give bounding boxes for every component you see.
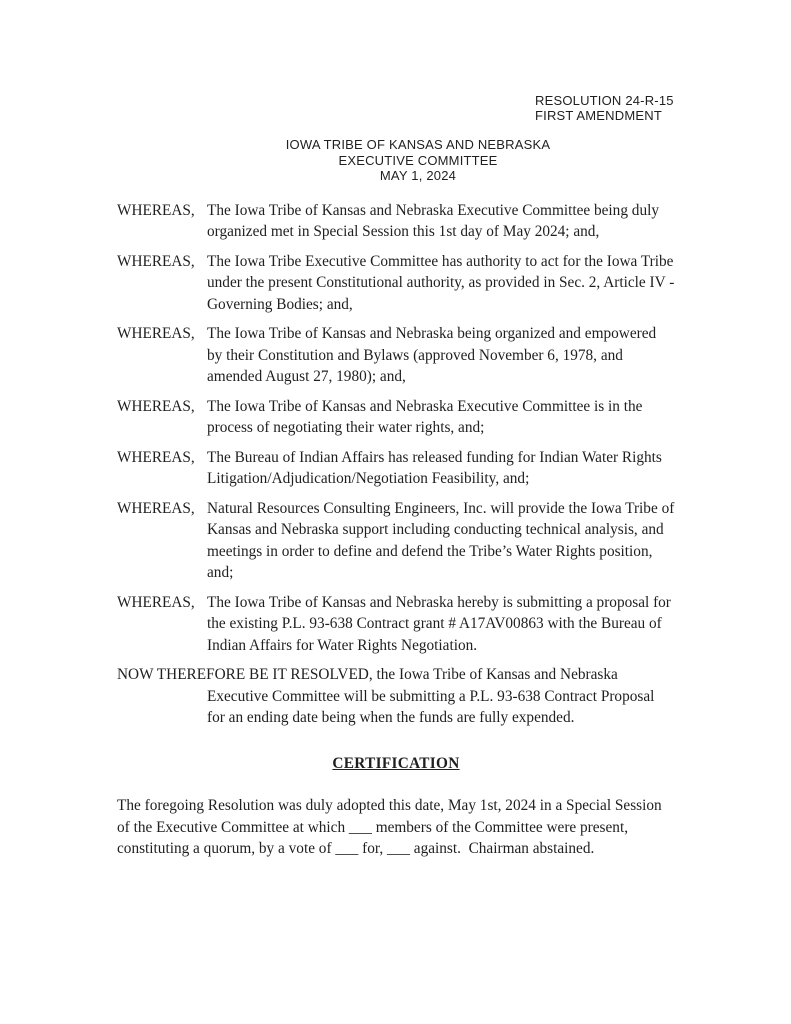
resolution-ref-block xyxy=(535,93,675,123)
whereas-clause xyxy=(117,447,675,490)
resolution-number: RESOLUTION 24-R-15 xyxy=(535,93,674,108)
document-title-block xyxy=(139,137,697,184)
meeting-date: MAY 1, 2024 xyxy=(379,168,457,183)
whereas-clause xyxy=(117,396,675,439)
whereas-label: WHEREAS, xyxy=(117,448,195,466)
whereas-label: WHEREAS, xyxy=(117,593,195,611)
whereas-clause xyxy=(117,592,675,657)
whereas-text: The Bureau of Indian Affairs has released funding for Indian Water Rights Litigation/Adjudication/Negotiation Feasibility, and; xyxy=(207,448,662,487)
whereas-text: The Iowa Tribe of Kansas and Nebraska hereby is submitting a proposal for the existing P.L. 93-638 Contract grant # A17AV00863 with the Bureau of Indian Affairs for Water Rights Negotiation. xyxy=(207,593,671,654)
whereas-label: WHEREAS, xyxy=(117,252,195,270)
amendment-label: FIRST AMENDMENT xyxy=(535,108,662,123)
whereas-label: WHEREAS, xyxy=(117,397,195,415)
whereas-text: The Iowa Tribe of Kansas and Nebraska being organized and empowered by their Constitution and Bylaws (approved November 6, 1978, and amended August 27, 1980); and, xyxy=(207,325,657,385)
certification-heading: CERTIFICATION xyxy=(332,754,460,772)
resolved-clause xyxy=(117,664,675,729)
whereas-text: The Iowa Tribe Executive Committee has authority to act for the Iowa Tribe under the present Constitutional authority, as provided in Sec. 2, Article IV - Governing Bodies; and, xyxy=(207,252,675,313)
organization-name: IOWA TRIBE OF KANSAS AND NEBRASKA xyxy=(285,137,551,152)
resolution-body xyxy=(117,200,675,860)
whereas-clause xyxy=(117,251,675,316)
whereas-text: The Iowa Tribe of Kansas and Nebraska Executive Committee being duly organized met in Special Session this 1st day of May 2024; and, xyxy=(207,201,659,240)
whereas-clause xyxy=(117,323,675,388)
whereas-clause xyxy=(117,200,675,243)
committee-name: EXECUTIVE COMMITTEE xyxy=(338,152,498,168)
resolved-label: NOW THEREFORE BE IT RESOLVED, xyxy=(117,666,373,683)
resolved-text: the Iowa Tribe of Kansas and Nebraska Executive Committee will be submitting a P.L. 93-638 Contract Proposal for an ending date being when the funds are fully expended. xyxy=(207,666,655,726)
whereas-text: The Iowa Tribe of Kansas and Nebraska Executive Committee is in the process of negotiating their water rights, and; xyxy=(207,397,643,436)
whereas-text: Natural Resources Consulting Engineers, Inc. will provide the Iowa Tribe of Kansas and Nebraska support including conducting technical analysis, and meetings in order to define and defend the Tribe’s Water Rights position, and; xyxy=(207,499,675,581)
whereas-label: WHEREAS, xyxy=(117,325,195,342)
whereas-label: WHEREAS, xyxy=(117,201,195,219)
whereas-clause xyxy=(117,498,675,584)
certification-body: The foregoing Resolution was duly adopted this date, May 1st, 2024 in a Special Session of the Executive Committee at which ___ members of the Committee were present, constituting a quorum, by a vote of ___ for, ___ against. Chairman abstained. xyxy=(117,797,666,857)
whereas-label: WHEREAS, xyxy=(117,499,195,517)
